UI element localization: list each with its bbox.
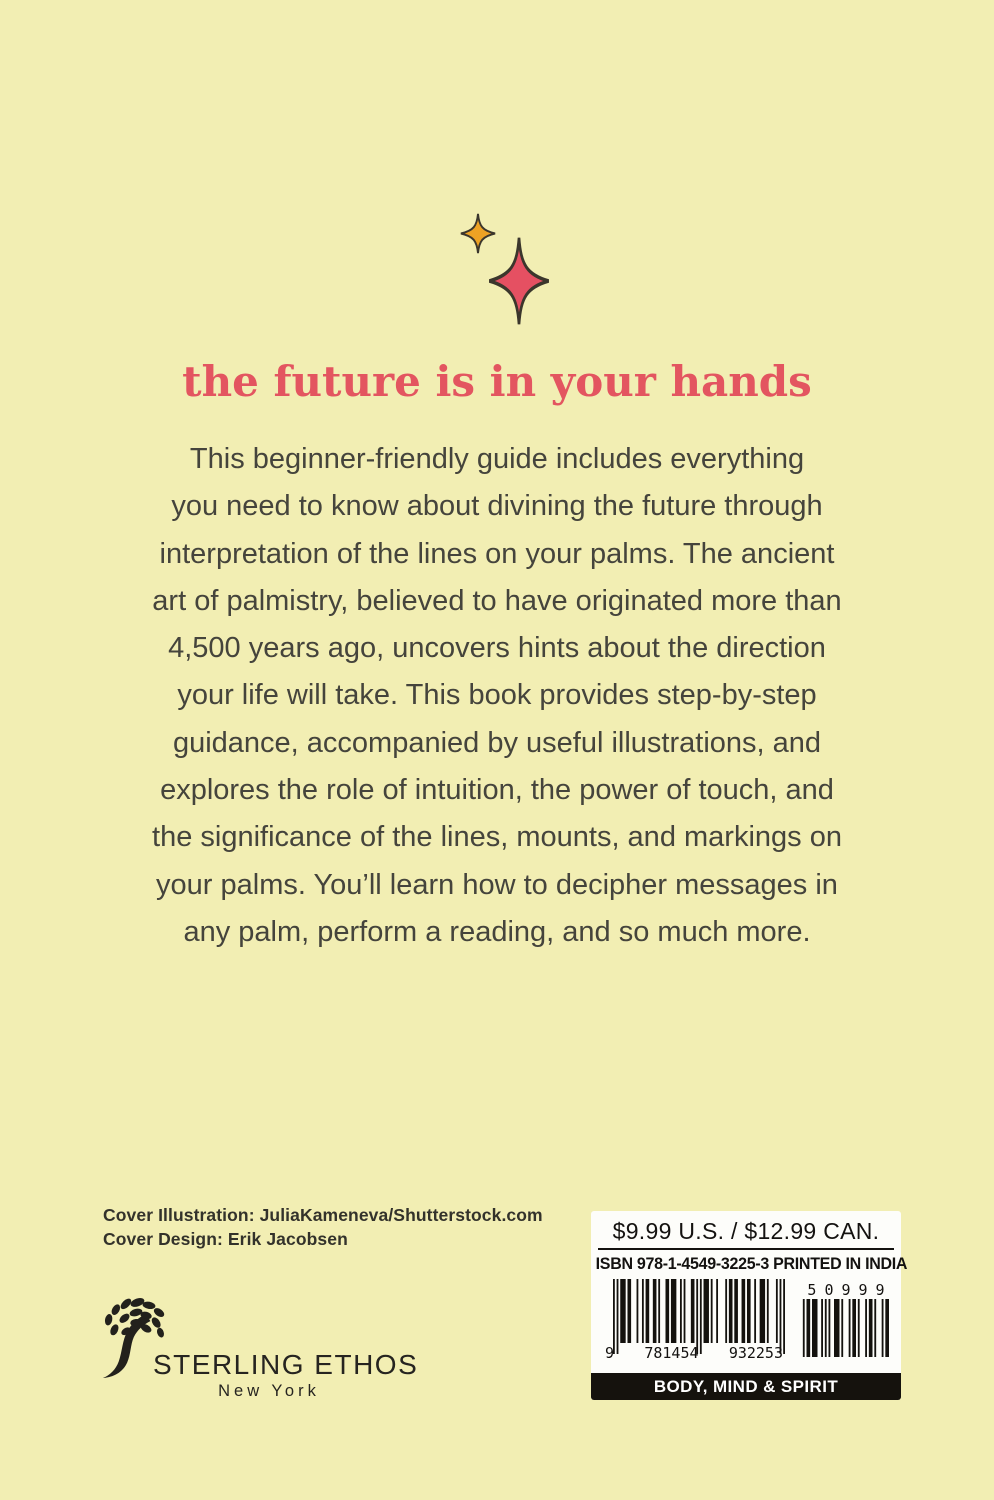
description-line: guidance, accompanied by useful illustrations, and — [172, 726, 822, 759]
sparkle-large-icon — [486, 236, 552, 326]
description-line: interpretation of the lines on your palms. The ancient — [159, 537, 835, 570]
description-line: you need to know about divining the future through — [171, 490, 823, 523]
ean-digit-lead: 9 — [605, 1344, 615, 1362]
description-line: your palms. You’ll learn how to decipher messages in — [156, 868, 838, 901]
price-text: $9.99 U.S. / $12.99 CAN. — [612, 1218, 880, 1244]
cover-design-credit: Cover Design: Erik Jacobsen — [103, 1229, 348, 1249]
description-line: art of palmistry, believed to have originated more than — [152, 584, 842, 617]
supplement-barcode — [801, 1299, 889, 1357]
description-line: any palm, perform a reading, and so much more. — [183, 915, 811, 948]
ean-digit-group-2: 932253 — [728, 1344, 783, 1362]
tagline-heading: the future is in your hands — [182, 357, 812, 406]
divider — [598, 1248, 894, 1250]
credits-block — [103, 1203, 543, 1251]
barcode-panel — [591, 1211, 908, 1400]
cover-illustration-credit: Cover Illustration: JuliaKameneva/Shutterstock.com — [103, 1205, 543, 1225]
isbn-text: ISBN 978-1-4549-3225-3 PRINTED IN INDIA — [595, 1255, 908, 1273]
description-line: This beginner-friendly guide includes everything — [189, 443, 805, 475]
ean-digits — [605, 1344, 783, 1362]
category-band: BODY, MIND & SPIRIT — [591, 1373, 901, 1400]
description-line: the significance of the lines, mounts, and markings on — [152, 821, 842, 854]
description-line: 4,500 years ago, uncovers hints about the direction — [168, 632, 826, 665]
description-paragraph — [0, 436, 994, 956]
publisher-name: STERLING ETHOS — [153, 1349, 419, 1380]
ean-digit-group-1: 781454 — [644, 1344, 699, 1362]
supplement-digits: 50999 — [807, 1281, 893, 1299]
publisher-city: New York — [218, 1382, 320, 1400]
description-line: your life will take. This book provides step-by-step — [177, 679, 817, 712]
description-line: explores the role of intuition, the power of touch, and — [160, 774, 834, 807]
